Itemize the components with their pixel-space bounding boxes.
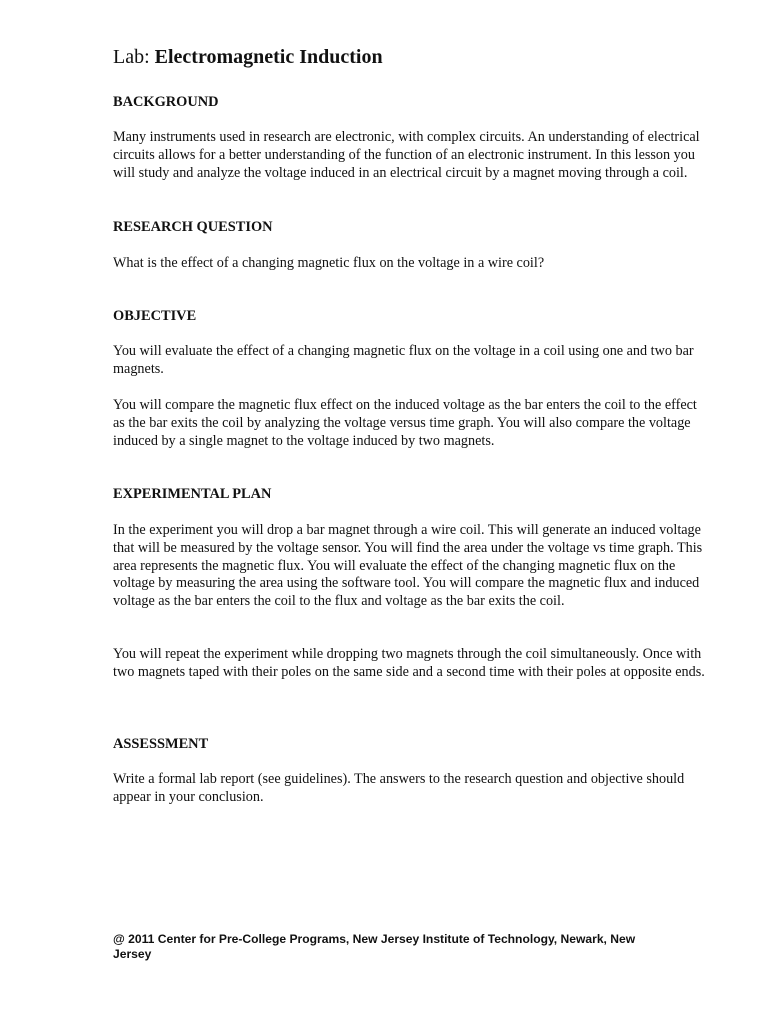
objective-paragraph-2: You will compare the magnetic flux effect on the induced voltage as the bar enters the coil to the effect as the bar exits the coil by analyzing the voltage versus time graph. You will also compare the voltage induced by a single magnet to the voltage induced by two magnets.	[113, 397, 697, 449]
assessment-heading: ASSESSMENT	[113, 736, 209, 752]
title-prefix: Lab:	[113, 46, 155, 68]
title-main: Electromagnetic Induction	[154, 46, 383, 68]
objective-paragraph-1: You will evaluate the effect of a changing magnetic flux on the voltage in a coil using one and two bar magnets.	[113, 343, 694, 377]
background-paragraph: Many instruments used in research are electronic, with complex circuits. An understanding of electrical circuits allows for a better understanding of the function of an electronic instrument. In this lesson you will study and analyze the voltage induced in an electrical circuit by a magnet moving through a coil.	[113, 129, 700, 181]
experimental-plan-paragraph-1: In the experiment you will drop a bar magnet through a wire coil. This will generate an induced voltage that will be measured by the voltage sensor. You will find the area under the voltage vs time graph. This area represents the magnetic flux. You will evaluate the effect of the changing magnetic flux on the voltage by measuring the area using the software tool. You will compare the magnetic flux and induced voltage as the bar enters the coil to the flux and voltage as the bar exits the coil.	[113, 522, 703, 610]
research-question-heading: RESEARCH QUESTION	[113, 219, 273, 235]
research-question-paragraph: What is the effect of a changing magnetic flux on the voltage in a wire coil?	[113, 255, 545, 271]
assessment-paragraph: Write a formal lab report (see guidelines). The answers to the research question and objective should appear in your conclusion.	[113, 771, 685, 805]
experimental-plan-heading: EXPERIMENTAL PLAN	[113, 486, 272, 502]
experimental-plan-paragraph-2: You will repeat the experiment while dropping two magnets through the coil simultaneously. Once with two magnets taped with their poles on the same side and a second time with their poles at opposite ends.	[113, 646, 705, 680]
objective-heading: OBJECTIVE	[113, 308, 197, 324]
background-heading: BACKGROUND	[113, 94, 219, 110]
page-title	[113, 45, 383, 69]
copyright-footer: @ 2011 Center for Pre-College Programs, New Jersey Institute of Technology, Newark, New Jersey	[113, 932, 636, 961]
